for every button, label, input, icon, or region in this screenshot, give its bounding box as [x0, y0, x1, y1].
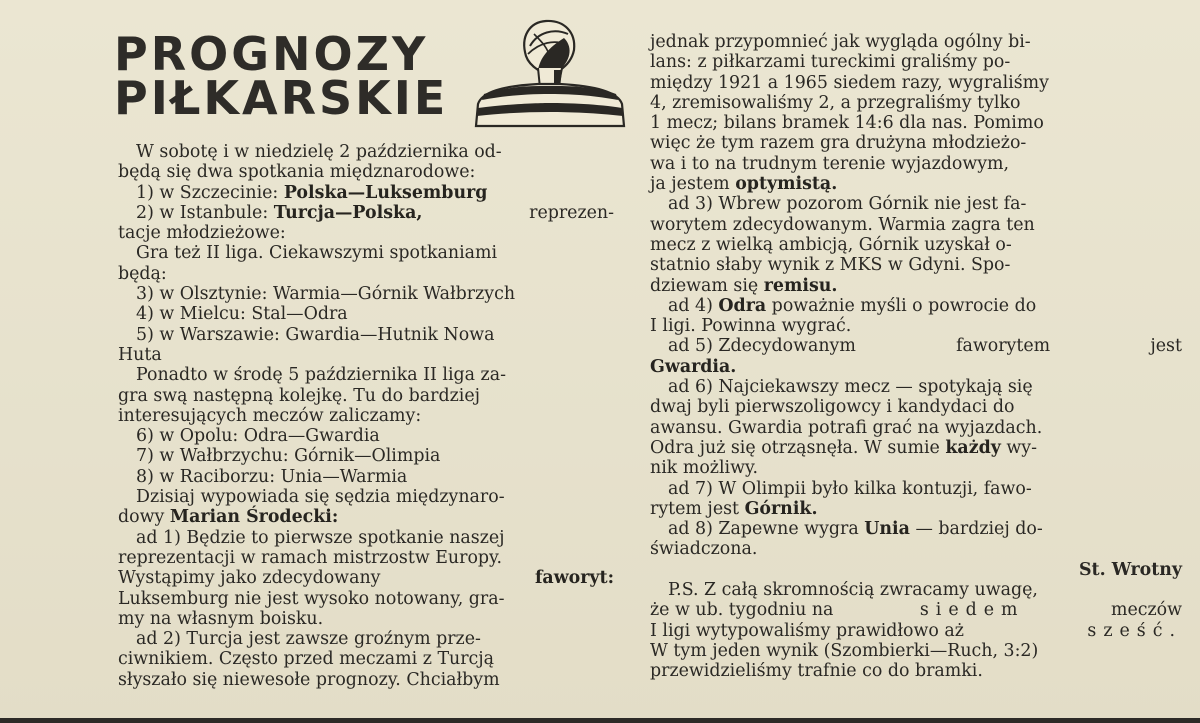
text-line: ja jestem optymistą.: [650, 174, 838, 195]
text-line: ad 1) Będzie to pierwsze spotkanie naszej: [136, 527, 505, 548]
match-line: 4) w Mielcu: Stal—Odra: [136, 304, 348, 325]
text-line: ad 3) Wbrew pozorom Górnik nie jest fa-: [668, 194, 1027, 215]
text-line: więc że tym razem gra drużyna młodzieżo-: [650, 133, 1027, 154]
text-line: jednak przypomnieć jak wygląda ogólny bi-: [650, 32, 1031, 52]
text-line: dowy Marian Środecki:: [118, 507, 339, 528]
text-line: ad 5) Zdecydowanym faworytem jest: [668, 336, 1182, 357]
text-line: mecz z wielką ambicją, Górnik uzyskał o-: [650, 234, 1012, 255]
author-signature: St. Wrotny: [1079, 559, 1182, 580]
text-line: worytem zdecydowanym. Warmia zagra ten: [650, 214, 1035, 235]
postscript-line: W tym jeden wynik (Szombierki—Ruch, 3:2): [650, 640, 1039, 661]
text-line: statnio słaby wynik z MKS w Gdyni. Spo-: [650, 255, 1011, 276]
text-line: ad 8) Zapewne wygra Unia — bardziej do-: [668, 519, 1043, 540]
left-column: [118, 142, 614, 690]
article-title: [114, 27, 449, 125]
text-line: Ponadto w środę 5 października II liga za-: [136, 365, 506, 386]
text-line: 1 mecz; bilans bramek 14:6 dla nas. Pomimo: [650, 113, 1044, 134]
text-line: gra swą następną kolejkę. Tu do bardziej: [118, 385, 481, 406]
text-line: świadczona.: [650, 539, 758, 560]
text-line: ad 4) Odra poważnie myśli o powrocie do: [668, 295, 1037, 316]
text-line: lans: z piłkarzami tureckimi graliśmy po-: [650, 52, 1011, 73]
text-line: Dzisiaj wypowiada się sędzia międzynaro-: [136, 487, 505, 508]
match-line: 8) w Raciborzu: Unia—Warmia: [136, 466, 408, 487]
footballer-back-view-icon: [468, 18, 640, 134]
text-line: Odra już się otrząsnęła. W sumie każdy wy-: [650, 437, 1037, 458]
text-line: Gwardia.: [650, 356, 737, 377]
text-line: Huta: [118, 344, 162, 365]
text-line: będą się dwa spotkania międznarodowe:: [118, 162, 476, 183]
text-line: Gra też II liga. Ciekawszymi spotkaniami: [136, 243, 498, 264]
match-line: 6) w Opolu: Odra—Gwardia: [136, 426, 380, 447]
postscript-line: że w ub. tygodniu na siedem meczów: [650, 600, 1182, 621]
title-line-2: PIŁKARSKIE: [114, 71, 449, 125]
text-line: tacje młodzieżowe:: [118, 223, 286, 244]
match-teams: Polska—Luksemburg: [283, 182, 488, 203]
text-line: W sobotę i w niedzielę 2 października od-: [136, 142, 502, 162]
text-line: między 1921 a 1965 siedem razy, wygraliśmy: [650, 72, 1049, 93]
text-line: Wystąpimy jako zdecydowany faworyt:: [118, 568, 614, 589]
text-line: ad 7) W Olimpii było kilka kontuzji, fawo-: [668, 478, 1032, 499]
right-column: [650, 32, 1182, 682]
text-line: dwaj byli pierwszoligowcy i kandydaci do: [650, 397, 1015, 418]
page-bottom-rule: [0, 718, 1200, 723]
match-teams: Turcja—Polska,: [273, 202, 423, 223]
text-line: interesujących meczów zaliczamy:: [118, 405, 422, 426]
text-line: wa i to na trudnym terenie wyjazdowym,: [650, 153, 1010, 174]
title-line-1: PROGNOZY: [114, 27, 429, 81]
postscript-line: P.S. Z całą skromnością zwracamy uwagę,: [668, 580, 1038, 601]
text-line: rytem jest Górnik.: [650, 498, 818, 519]
text-line: dziewam się remisu.: [650, 275, 838, 296]
text-line: nik możliwy.: [650, 458, 759, 479]
text-line: ciwnikiem. Często przed meczami z Turcją: [118, 649, 495, 670]
text-line: awansu. Gwardia potrafi grać na wyjazdach.: [650, 417, 1043, 438]
referee-name: Marian Środecki:: [169, 507, 339, 528]
postscript-line: przewidzieliśmy trafnie co do bramki.: [650, 661, 983, 682]
match-line: 5) w Warszawie: Gwardia—Hutnik Nowa: [136, 324, 495, 345]
text-line: 4, zremisowaliśmy 2, a przegraliśmy tylko: [650, 92, 1021, 113]
text-line: my na własnym boisku.: [118, 608, 324, 629]
text-line: słyszało się niewesołe prognozy. Chciałbym: [118, 669, 500, 690]
match-line: 3) w Olsztynie: Warmia—Górnik Wałbrzych: [136, 284, 516, 305]
match-line: 2) w Istanbule: Turcja—Polska, reprezen-: [136, 202, 614, 223]
postscript-line: I ligi wytypowaliśmy prawidłowo aż sześć.: [650, 620, 1182, 641]
match-line: 1) w Szczecinie: Polska—Luksemburg: [136, 182, 488, 203]
text-line: I ligi. Powinna wygrać.: [650, 316, 852, 337]
text-line: będą:: [118, 263, 167, 284]
text-line: Luksemburg nie jest wysoko notowany, gra-: [118, 588, 505, 609]
text-line: ad 2) Turcja jest zawsze groźnym prze-: [136, 629, 481, 650]
match-line: 7) w Wałbrzychu: Górnik—Olimpia: [136, 446, 441, 467]
text-line: reprezentacji w ramach mistrzostw Europy.: [118, 547, 503, 568]
text-line: ad 6) Najciekawszy mecz — spotykają się: [668, 377, 1033, 398]
